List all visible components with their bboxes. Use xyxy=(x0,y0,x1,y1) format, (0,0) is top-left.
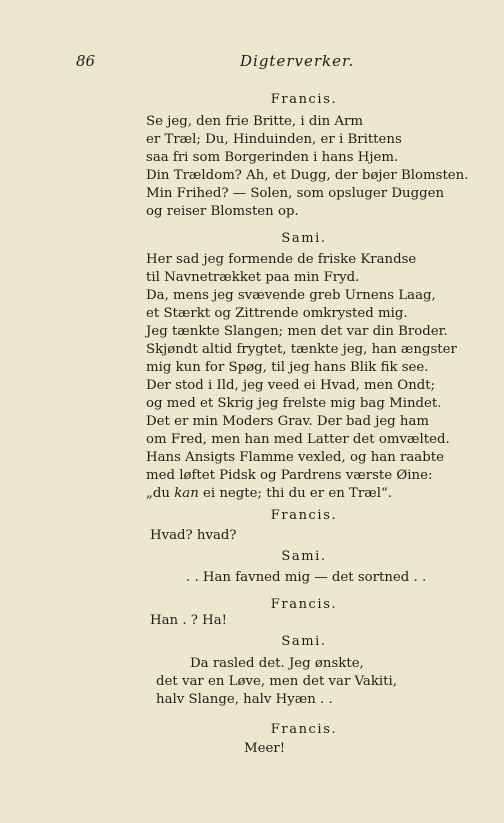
running-title: Digterverker. xyxy=(240,52,355,70)
verse-line: Se jeg, den frie Britte, i din Arm xyxy=(146,114,363,129)
verse-line: til Navnetrækket paa min Fryd. xyxy=(146,270,360,285)
verse-line: Din Trældom? Ah, et Dugg, der bøjer Blomsten. xyxy=(146,168,469,183)
verse-line: mig kun for Spøg, til jeg hans Blik fik see. xyxy=(146,360,429,375)
verse-line: og reiser Blomsten op. xyxy=(146,204,299,219)
page-number: 86 xyxy=(76,52,96,70)
speaker-name: Sami. xyxy=(281,549,327,564)
speaker-name: Sami. xyxy=(281,634,327,649)
speaker-name: Francis. xyxy=(270,722,338,737)
verse-line: om Fred, men han med Latter det omvælted. xyxy=(146,432,450,447)
verse-line: Hans Ansigts Flamme vexled, og han raabte xyxy=(146,450,444,465)
speaker-name: Francis. xyxy=(270,597,338,612)
verse-line: Han . ? Ha! xyxy=(150,613,227,628)
verse-line: Meer! xyxy=(244,741,286,756)
verse-line: Jeg tænkte Slangen; men det var din Broder. xyxy=(146,324,448,339)
verse-line: og med et Skrig jeg frelste mig bag Mindet. xyxy=(146,396,442,411)
verse-line: er Træl; Du, Hinduinden, er i Brittens xyxy=(146,132,402,147)
verse-line: Skjøndt altid frygtet, tænkte jeg, han ængster xyxy=(146,342,457,357)
verse-line: Da, mens jeg svævende greb Urnens Laag, xyxy=(146,288,436,303)
verse-line: . . Han favned mig — det sortned . . xyxy=(186,570,427,585)
verse-line: Der stod i Ild, jeg veed ei Hvad, men Ondt; xyxy=(146,378,436,393)
verse-line: halv Slange, halv Hyæn . . xyxy=(156,692,333,707)
verse-line: Hvad? hvad? xyxy=(150,528,237,543)
verse-line: Her sad jeg formende de friske Krandse xyxy=(146,252,417,267)
verse-line: det var en Løve, men det var Vakiti, xyxy=(156,674,397,689)
speaker-name: Francis. xyxy=(270,508,338,523)
verse-line: Det er min Moders Grav. Der bad jeg ham xyxy=(146,414,430,429)
verse-line: „du kan ei negte; thi du er en Træl“. xyxy=(146,486,393,501)
speaker-name: Francis. xyxy=(270,92,338,107)
verse-line: med løftet Pidsk og Pardrens værste Øine: xyxy=(146,468,433,483)
verse-line: et Stærkt og Zittrende omkrysted mig. xyxy=(146,306,408,321)
verse-line: Min Frihed? — Solen, som opsluger Duggen xyxy=(146,186,445,201)
speaker-name: Sami. xyxy=(281,231,327,246)
verse-line: Da rasled det. Jeg ønskte, xyxy=(190,656,364,671)
verse-line: saa fri som Borgerinden i hans Hjem. xyxy=(146,150,399,165)
